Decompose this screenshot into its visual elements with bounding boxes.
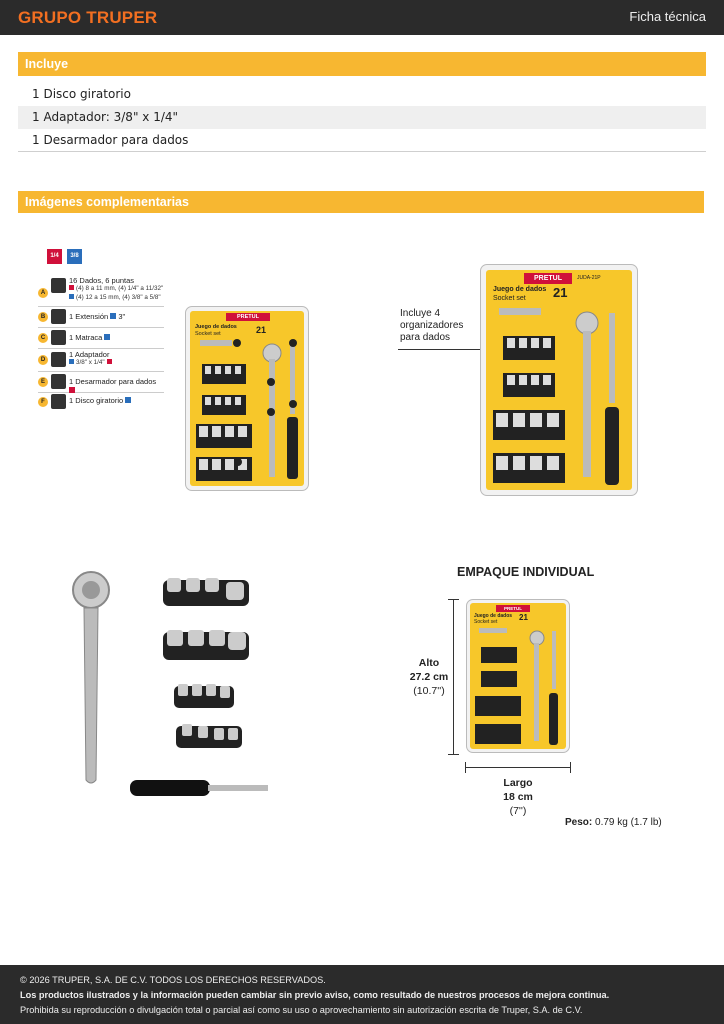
package-contents-drawing	[481, 265, 637, 495]
legend-text: 16 Dados, 6 puntas	[69, 276, 135, 285]
legend-text: 1 Extensión 3"	[69, 312, 126, 321]
package-brand: PRETUL	[496, 605, 530, 612]
package-pieces: 21	[256, 325, 267, 335]
package-image-annotated	[185, 306, 309, 491]
package-pieces: 21	[553, 285, 568, 300]
legend-letter: C	[38, 333, 48, 343]
legend-row-sockets	[38, 274, 164, 307]
legend-letter: E	[38, 377, 48, 387]
package-image-large	[480, 264, 638, 496]
top-bar	[0, 0, 724, 35]
package-pieces: 21	[519, 613, 528, 622]
tools-photo	[70, 570, 270, 805]
package-name: Juego de dados	[474, 613, 513, 619]
individual-title: EMPAQUE INDIVIDUAL	[457, 565, 595, 579]
extension-icon	[51, 309, 66, 324]
legend-text: 1 Desarmador para dados	[69, 377, 164, 395]
adapter-icon	[51, 352, 66, 367]
incluye-header: Incluye	[18, 52, 706, 76]
weight: Peso: 0.79 kg (1.7 lb)	[565, 817, 662, 828]
dimension-tick	[448, 599, 459, 600]
package-contents-drawing	[186, 307, 308, 490]
package-contents-drawing	[467, 600, 569, 752]
dimension-tick	[570, 762, 571, 773]
footer-legal: Prohibida su reproducción o divulgación total o parcial así como su uso o aprovechamiento sin autorización escrita de Truper, S.A. de C.V.	[20, 1005, 583, 1015]
legend-text: 1 Matraca	[69, 333, 110, 342]
legend-row-screwdriver	[38, 372, 164, 393]
disk-icon	[51, 394, 66, 409]
legend-text: 1 Disco giratorio	[69, 396, 131, 405]
package-name: Juego de dados	[195, 324, 237, 330]
package-name: Juego de dados	[493, 286, 547, 293]
legend-letter: D	[38, 355, 48, 365]
package-name-en: Socket set	[195, 331, 221, 337]
ratchet-icon	[51, 330, 66, 345]
footer-copyright: © 2026 TRUPER, S.A. DE C.V. TODOS LOS DERECHOS RESERVADOS.	[20, 975, 326, 985]
incluye-item: 1 Disco giratorio	[32, 87, 131, 101]
legend-row-adapter	[38, 349, 164, 372]
package-brand: PRETUL	[524, 273, 572, 284]
package-code: JUDA-21P	[577, 275, 601, 281]
incluye-item: 1 Adaptador: 3/8" x 1/4"	[18, 106, 706, 129]
legend-letter: B	[38, 312, 48, 322]
legend-row-ratchet	[38, 328, 164, 349]
package-brand: PRETUL	[226, 313, 270, 321]
legend-row-extension	[38, 307, 164, 328]
screwdriver-icon	[51, 374, 66, 389]
width-dimension: Largo 18 cm (7'')	[503, 777, 533, 817]
width-dimension-line	[465, 767, 571, 768]
footer	[0, 965, 724, 1024]
dimension-tick	[448, 754, 459, 755]
package-image-individual	[466, 599, 570, 753]
legend-subtext: 3/8" x 1/4"	[69, 359, 112, 366]
package-name-en: Socket set	[474, 619, 498, 625]
brand-logo: GRUPO TRUPER	[18, 8, 158, 27]
package-name-en: Socket set	[493, 295, 526, 302]
socket-icon	[51, 278, 66, 293]
page-type-label: Ficha técnica	[629, 9, 706, 24]
incluye-item: 1 Desarmador para dados	[18, 129, 706, 152]
footer-notice: Los productos ilustrados y la información pueden cambiar sin previo aviso, como resultado de nuestros procesos de mejora continua.	[20, 990, 610, 1000]
callout-text: Incluye 4 organizadores para dados	[400, 308, 464, 343]
legend-row-disk	[38, 393, 164, 411]
imagenes-header: Imágenes complementarias	[18, 191, 704, 213]
legend-subtext: (4) 12 a 15 mm, (4) 3/8" a 5/8"	[69, 294, 161, 301]
legend-text: 1 Adaptador	[69, 350, 110, 359]
legend-letter: A	[38, 288, 48, 298]
size-badge-quarter: 1/4	[47, 249, 62, 264]
size-badge-three-eighths: 3/8	[67, 249, 82, 264]
dimension-tick	[465, 762, 466, 773]
height-dimension: Alto 27.2 cm (10.7'')	[409, 657, 449, 697]
legend-letter: F	[38, 397, 48, 407]
legend-subtext: (4) 8 a 11 mm, (4) 1/4" a 11/32"	[69, 285, 163, 292]
